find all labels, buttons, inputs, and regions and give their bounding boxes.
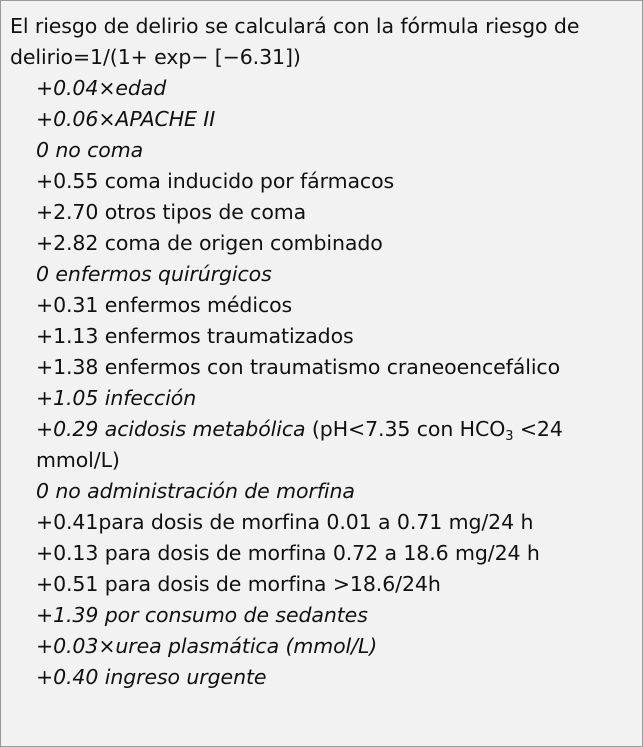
item-apache: +0.06×APACHE II bbox=[36, 107, 216, 131]
item-coma-farmacos: +0.55 coma inducido por fármacos bbox=[36, 169, 395, 193]
item-edad: +0.04×edad bbox=[36, 76, 167, 100]
item-no-morfina: 0 no administración de morfina bbox=[36, 479, 355, 503]
item-sedantes: +1.39 por consumo de sedantes bbox=[36, 603, 368, 627]
item-morfina-3: +0.51 para dosis de morfina >18.6/24h bbox=[36, 572, 441, 596]
intro-line-2: delirio=1/(1+ exp− [−6.31]) bbox=[10, 45, 301, 69]
formula-text bbox=[10, 11, 638, 693]
item-no-coma: 0 no coma bbox=[36, 138, 144, 162]
item-infeccion: +1.05 infección bbox=[36, 386, 197, 410]
item-acidosis-paren-b: <24 mmol/L) bbox=[36, 417, 563, 472]
item-tce: +1.38 enfermos con traumatismo craneoencefálico bbox=[36, 355, 561, 379]
item-morfina-1: +0.41para dosis de morfina 0.01 a 0.71 mg/24 h bbox=[36, 510, 534, 534]
item-urea: +0.03×urea plasmática (mmol/L) bbox=[36, 634, 378, 658]
item-acidosis-paren-a: (pH<7.35 con HCO bbox=[305, 417, 506, 441]
item-coma-combinado: +2.82 coma de origen combinado bbox=[36, 231, 383, 255]
item-quirurgicos: 0 enfermos quirúrgicos bbox=[36, 262, 272, 286]
intro-line-1: El riesgo de delirio se calculará con la fórmula riesgo de bbox=[10, 14, 580, 38]
item-urgente: +0.40 ingreso urgente bbox=[36, 665, 267, 689]
item-acidosis bbox=[10, 414, 638, 476]
item-morfina-2: +0.13 para dosis de morfina 0.72 a 18.6 mg/24 h bbox=[36, 541, 540, 565]
item-acidosis-label: +0.29 acidosis metabólica bbox=[36, 417, 306, 441]
item-medicos: +0.31 enfermos médicos bbox=[36, 293, 293, 317]
item-traumatizados: +1.13 enfermos traumatizados bbox=[36, 324, 354, 348]
item-coma-otros: +2.70 otros tipos de coma bbox=[36, 200, 307, 224]
item-acidosis-subscript: 3 bbox=[505, 429, 514, 444]
